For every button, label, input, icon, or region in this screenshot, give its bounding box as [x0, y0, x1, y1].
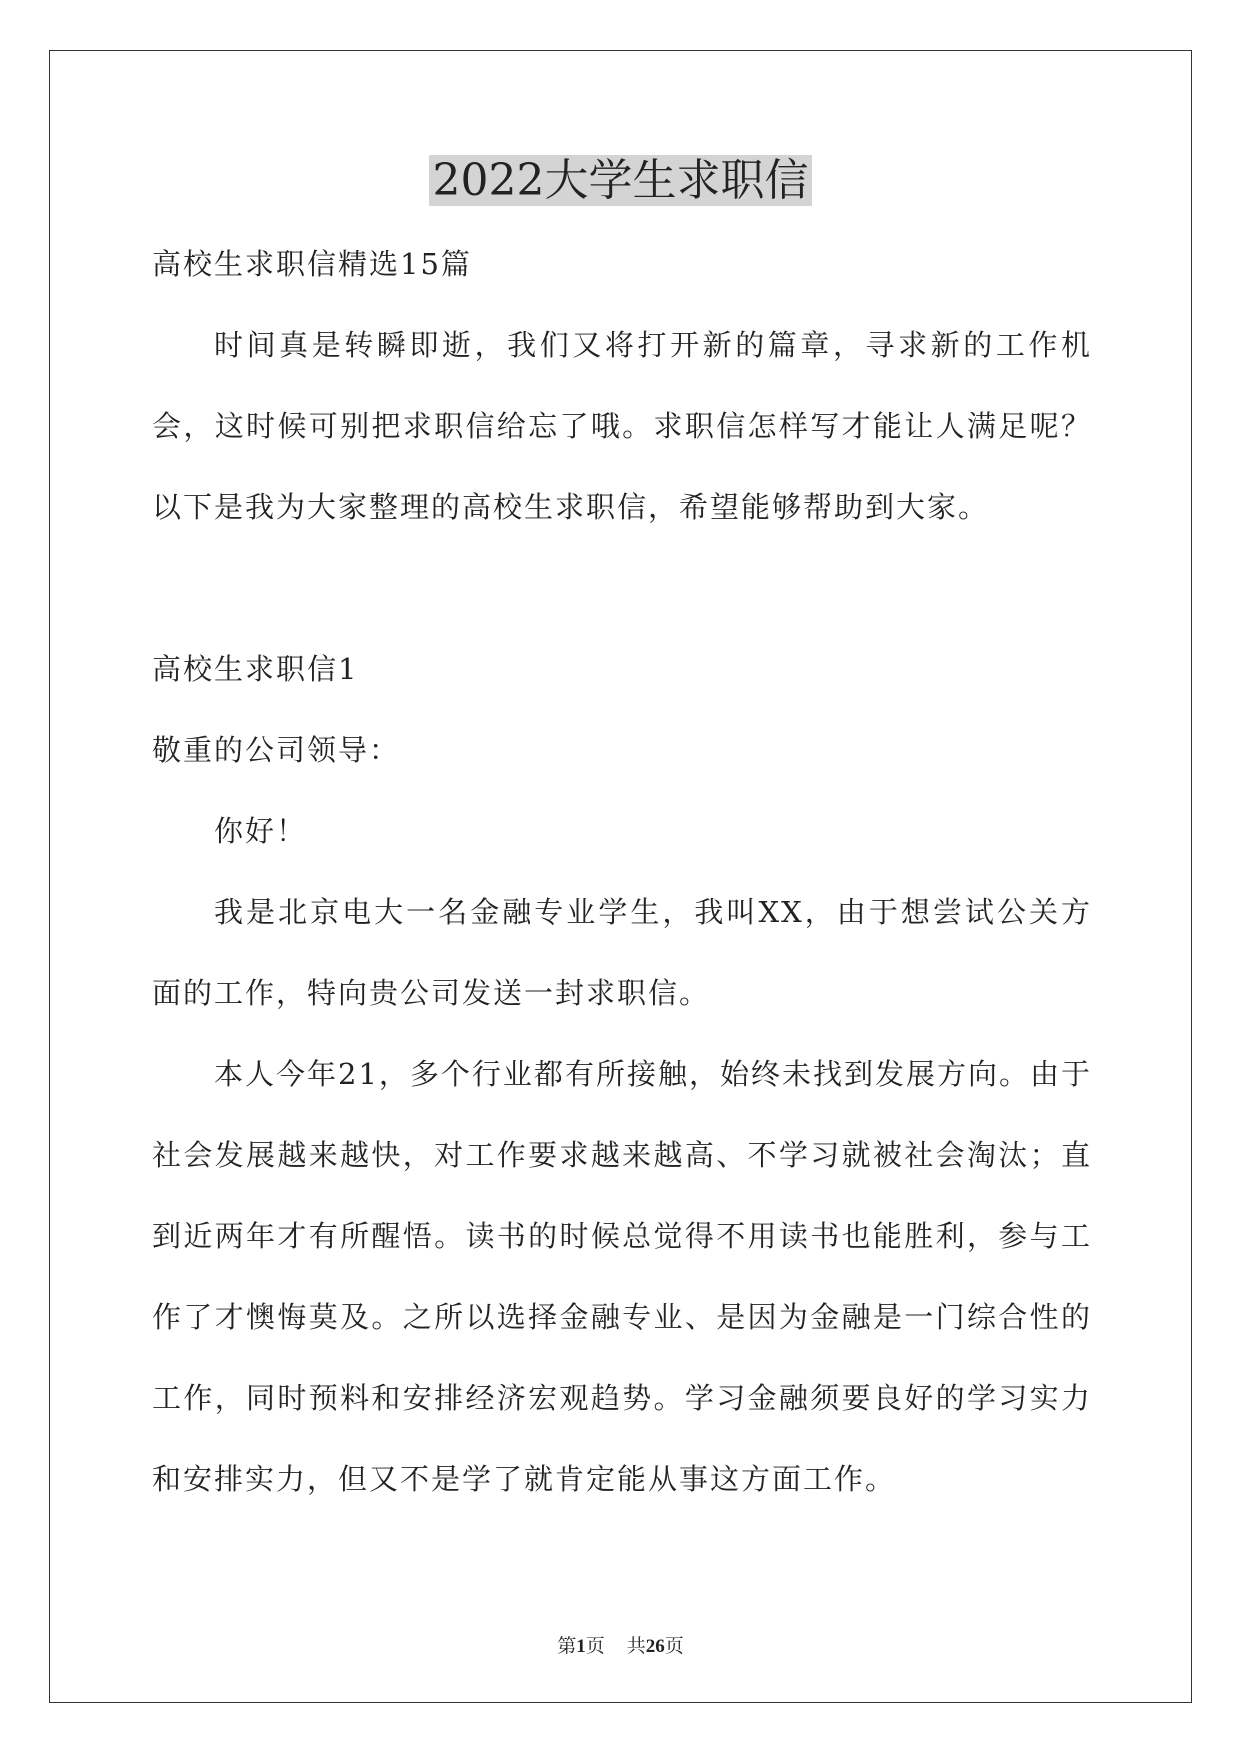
- body-paragraph-1: 我是北京电大一名金融专业学生，我叫XX，由于想尝试公关方面的工作，特向贵公司发送一封求职信。: [152, 895, 1092, 1010]
- total-prefix: 共: [626, 1635, 646, 1657]
- paragraph-gap: [152, 548, 1092, 629]
- salutation: 敬重的公司领导：: [152, 733, 401, 767]
- page-suffix: 页: [585, 1635, 605, 1657]
- document-title: [0, 150, 1241, 212]
- page-total-number: 26: [645, 1636, 665, 1657]
- body-paragraph-2: 本人今年21，多个行业都有所接触，始终未找到发展方向。由于社会发展越来越快，对工作要求越来越高、不学习就被社会淘汰；直到近两年才有所醒悟。读书的时候总觉得不用读书也能胜利，参与工作了才懊悔莫及。之所以选择金融专业、是因为金融是一门综合性的工作，同时预料和安排经济宏观趋势。学习金融须要良好的学习实力和安排实力，但又不是学了就肯定能从事这方面工作。: [152, 1057, 1092, 1496]
- intro-paragraph: 时间真是转瞬即逝，我们又将打开新的篇章，寻求新的工作机会，这时候可别把求职信给忘了哦。求职信怎样写才能让人满足呢？以下是我为大家整理的高校生求职信，希望能够帮助到大家。: [152, 328, 1092, 524]
- page-current-number: 1: [576, 1636, 586, 1657]
- greeting: 你好！: [214, 814, 308, 848]
- document-body: [152, 224, 1092, 1520]
- total-suffix: 页: [664, 1635, 684, 1657]
- document-subtitle: 高校生求职信精选15篇: [152, 247, 472, 281]
- page-footer: [0, 1632, 1241, 1661]
- page-prefix: 第: [557, 1635, 577, 1657]
- section-heading: 高校生求职信1: [152, 652, 359, 686]
- document-title-text: 2022大学生求职信: [429, 155, 813, 206]
